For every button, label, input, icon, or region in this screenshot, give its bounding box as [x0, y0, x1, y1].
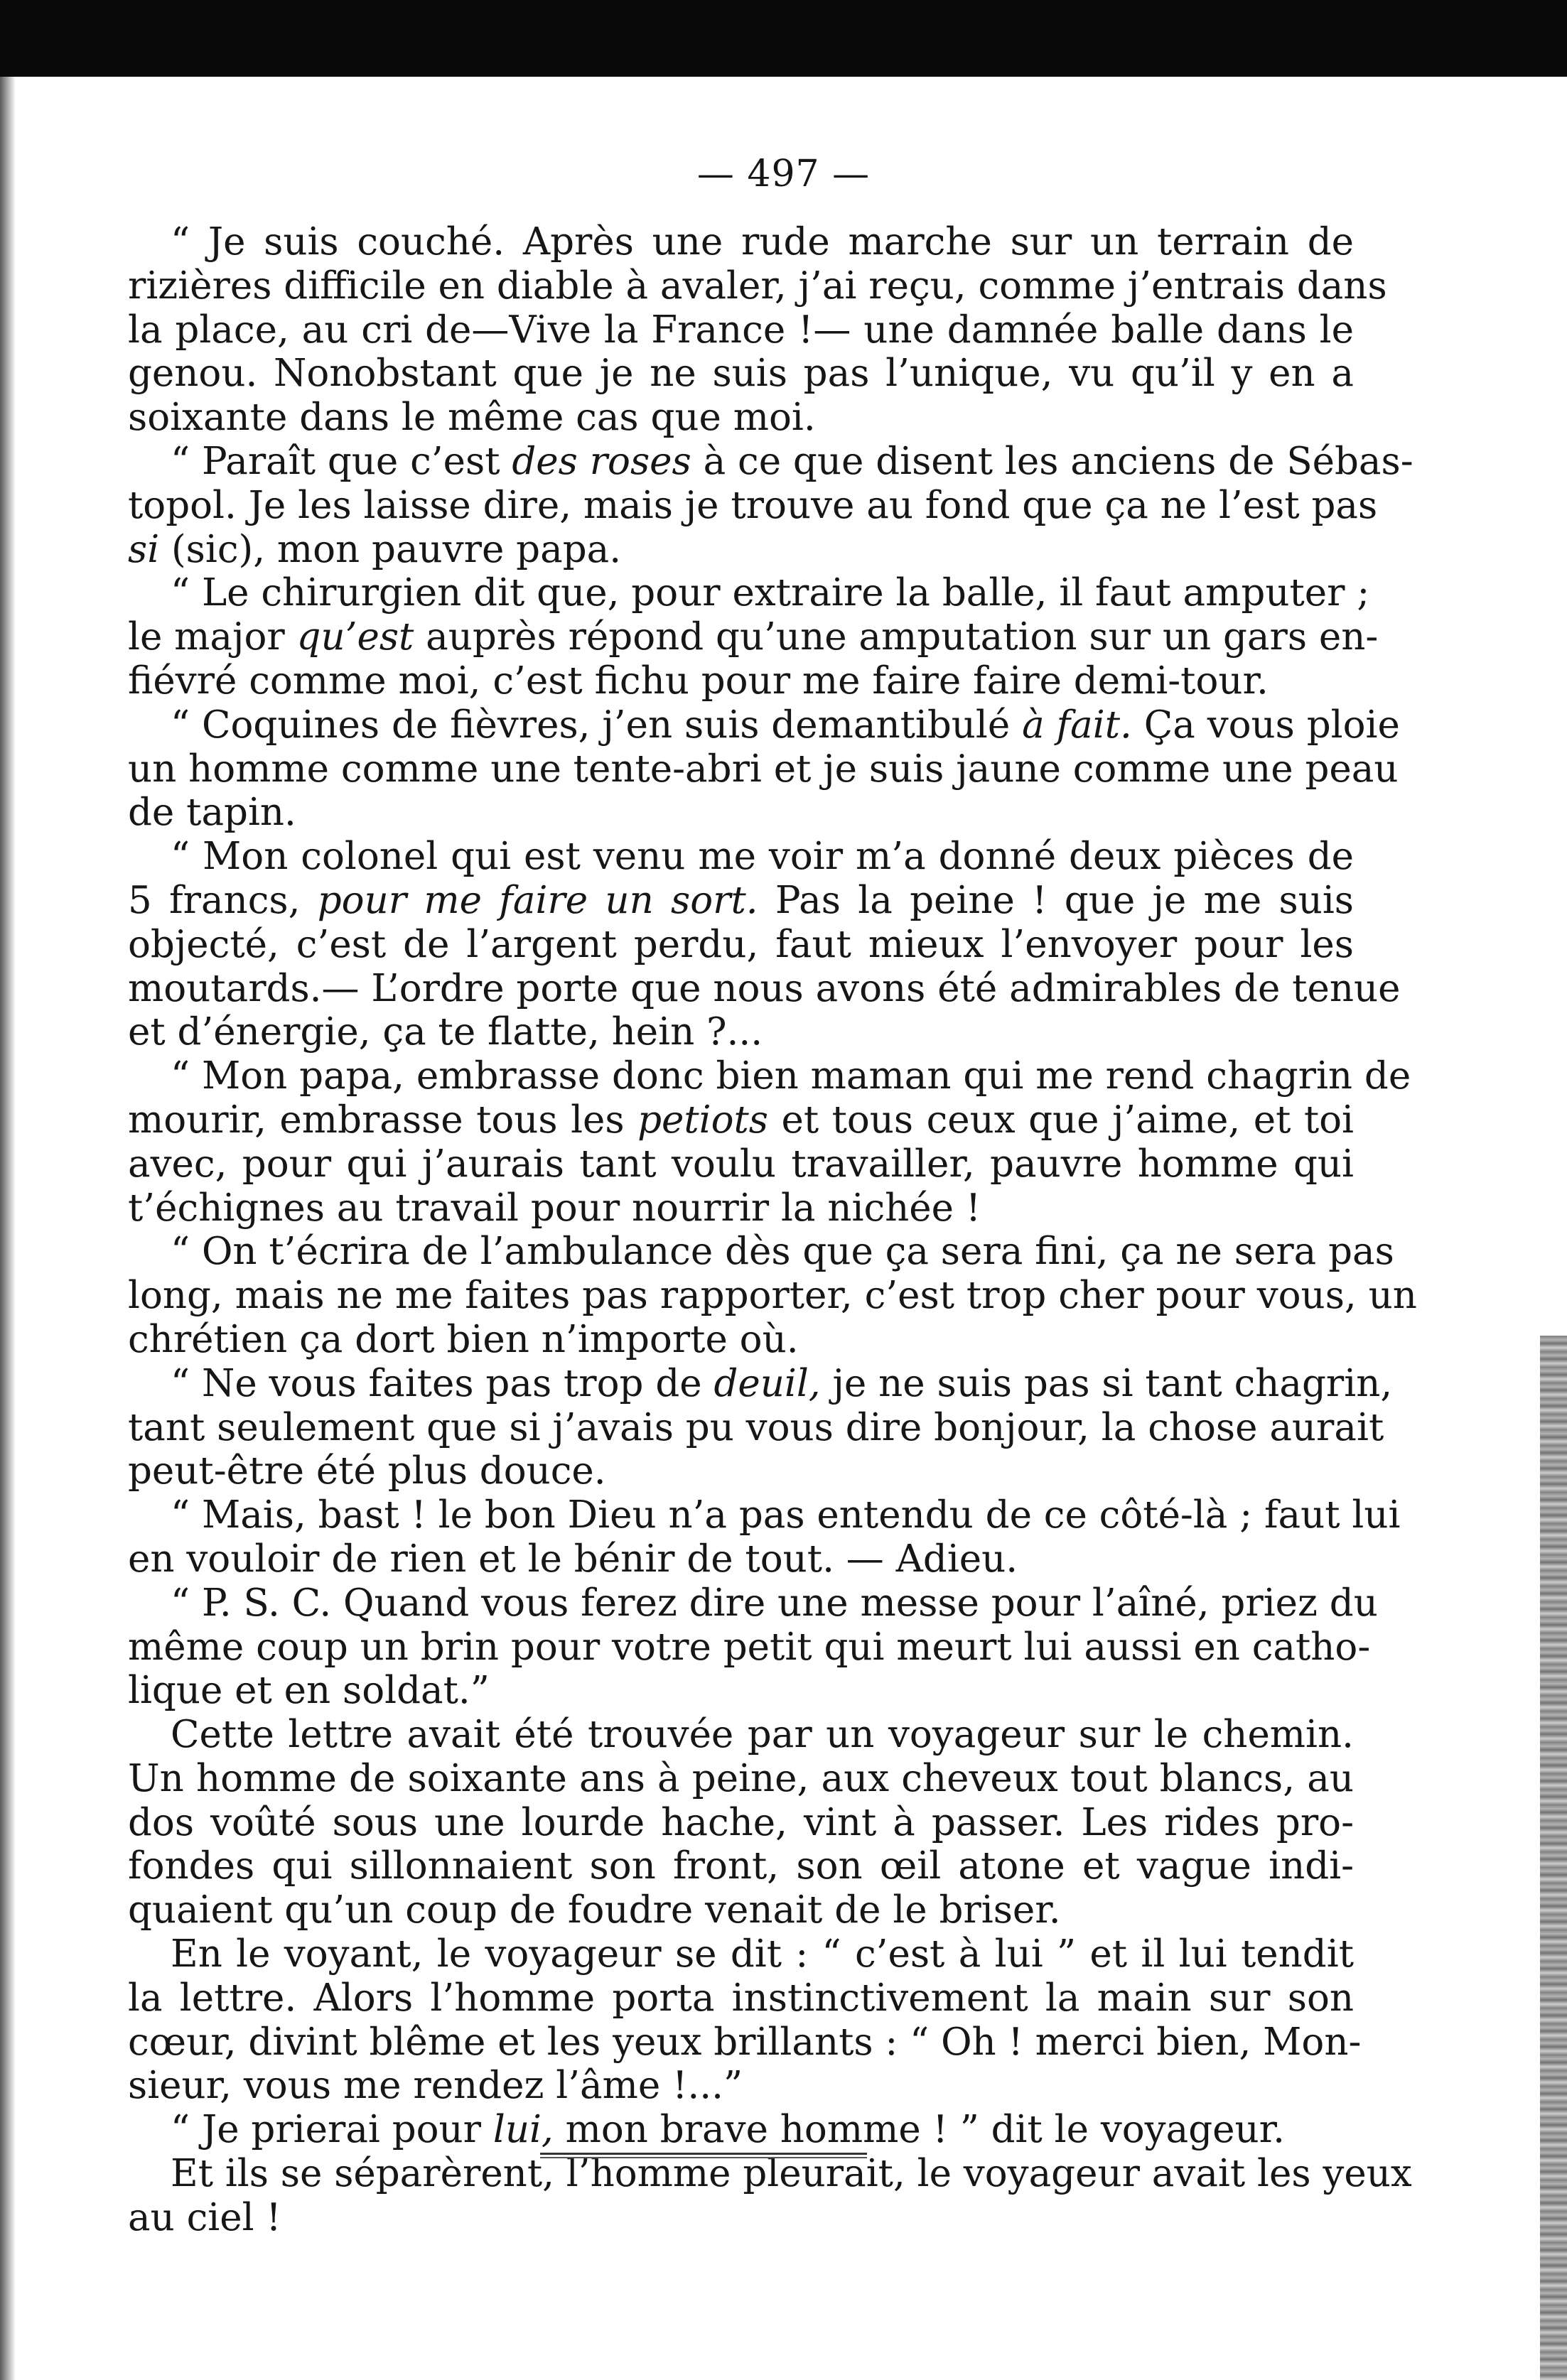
text-line: [128, 1493, 1401, 1537]
text-line: [128, 1888, 1354, 1932]
text-line: [128, 1186, 1354, 1230]
text-line: [128, 1581, 1378, 1626]
text-segment: Ça vous ploie: [1131, 703, 1400, 747]
text-line: [128, 879, 1354, 923]
text-segment: sieur, vous me rendez l’âme !...”: [128, 2064, 743, 2108]
text-line: [128, 1142, 1354, 1186]
text-line: [128, 1669, 1354, 1713]
text-segment: “ Coquines de fièvres, j’en suis demantibulé: [171, 703, 1023, 747]
paragraph: [128, 1713, 1354, 1932]
italic-text: des roses: [512, 439, 691, 483]
text-segment: En le voyant, le voyageur se dit : “ c’est à lui ” et il lui tendit: [171, 1932, 1354, 1976]
paragraph: [128, 571, 1379, 703]
italic-text: lui,: [492, 2108, 554, 2152]
text-segment: je ne suis pas si tant chagrin,: [820, 1361, 1393, 1405]
text-line: [128, 615, 1379, 659]
text-line: [128, 571, 1370, 615]
scan-right-edge: [1540, 1336, 1567, 2380]
text-segment: dos voûté sous une lourde hache, vint à passer. Les rides pro-: [128, 1800, 1354, 1844]
text-segment: t’échignes au travail pour nourrir la nichée !: [128, 1186, 981, 1230]
paragraph: [128, 1361, 1393, 1493]
text-line: [128, 1757, 1354, 1801]
text-line: [128, 2108, 1354, 2152]
text-line: [128, 659, 1354, 703]
text-line: [128, 1449, 1354, 1493]
paragraph: [128, 439, 1413, 571]
text-line: [128, 1713, 1354, 1757]
text-segment: quaient qu’un coup de foudre venait de le briser.: [128, 1888, 1061, 1932]
text-segment: le major: [128, 615, 297, 659]
text-segment: mon brave homme ! ” dit le voyageur.: [553, 2108, 1285, 2152]
text-segment: chrétien ça dort bien n’importe où.: [128, 1317, 799, 1361]
text-line: [128, 966, 1401, 1011]
italic-text: petiots: [637, 1098, 769, 1142]
text-line: [128, 2064, 1354, 2108]
text-line: [128, 2196, 1354, 2240]
end-rule: [540, 2153, 867, 2158]
text-segment: mourir, embrasse tous les: [128, 1098, 638, 1142]
text-line: [128, 1098, 1354, 1142]
text-segment: 5 francs,: [128, 878, 318, 922]
text-segment: “ Le chirurgien dit que, pour extraire la balle, il faut amputer ;: [171, 571, 1370, 615]
text-segment: rizières difficile en diable à avaler, j’ai reçu, comme j’entrais dans: [128, 264, 1387, 308]
italic-text: qu’est: [296, 615, 414, 659]
text-segment: fondes qui sillonnaient son front, son œil atone et vague indi-: [128, 1844, 1354, 1888]
text-line: [128, 835, 1354, 879]
text-line: [128, 308, 1354, 352]
text-line: [128, 1010, 1354, 1054]
text-segment: objecté, c’est de l’argent perdu, faut mieux l’envoyer pour les: [128, 922, 1354, 966]
paragraph: [128, 1054, 1411, 1230]
text-segment: au ciel !: [128, 2195, 281, 2239]
paragraph: [128, 2108, 1354, 2152]
text-segment: à ce que disent les anciens de Sébas-: [691, 439, 1413, 483]
body-text: [128, 220, 1417, 2240]
text-line: [128, 2152, 1412, 2196]
paragraph: [128, 703, 1400, 835]
text-segment: “ Mon colonel qui est venu me voir m’a donné deux pièces de: [171, 835, 1354, 879]
text-segment: “ Mon papa, embrasse donc bien maman qui me rend chagrin de: [171, 1054, 1411, 1098]
text-segment: “ Paraît que c’est: [171, 439, 512, 483]
text-segment: avec, pour qui j’aurais tant voulu travailler, pauvre homme qui: [128, 1142, 1354, 1186]
text-segment: Et ils se séparèrent, l’homme pleurait, le voyageur avait les yeux: [171, 2152, 1412, 2196]
text-segment: fiévré comme moi, c’est fichu pour me faire faire demi-tour.: [128, 659, 1269, 703]
italic-text: à fait.: [1022, 703, 1132, 747]
paragraph: [128, 2152, 1412, 2240]
text-segment: moutards.— L’ordre porte que nous avons été admirables de tenue: [128, 966, 1401, 1010]
text-line: [128, 2020, 1362, 2065]
text-segment: “ Mais, bast ! le bon Dieu n’a pas entendu de ce côté-là ; faut lui: [171, 1493, 1401, 1537]
text-segment: et d’énergie, ça te flatte, hein ?...: [128, 1010, 763, 1054]
text-line: [128, 1230, 1394, 1274]
paragraph: [128, 1581, 1378, 1713]
text-segment: Pas la peine ! que je me suis: [758, 878, 1354, 922]
text-segment: la lettre. Alors l’homme porta instinctivement la main sur son: [128, 1976, 1354, 2020]
text-segment: peut-être été plus douce.: [128, 1449, 606, 1493]
page-number: — 497 —: [696, 153, 871, 195]
text-segment: “ On t’écrira de l’ambulance dès que ça sera fini, ça ne sera pas: [171, 1230, 1394, 1274]
text-line: [128, 1361, 1393, 1406]
text-segment: Un homme de soixante ans à peine, aux cheveux tout blancs, au: [128, 1756, 1354, 1800]
text-line: [128, 483, 1378, 528]
italic-text: si: [128, 527, 160, 571]
text-segment: “ Je prierai pour: [171, 2108, 493, 2152]
text-line: [128, 1274, 1417, 1318]
text-line: [128, 1932, 1354, 1976]
text-segment: “ Ne vous faites pas trop de: [171, 1361, 714, 1405]
text-line: [128, 1318, 1354, 1362]
text-segment: et tous ceux que j’aime, et toi: [768, 1098, 1354, 1142]
text-line: [128, 396, 1354, 440]
text-segment: la place, au cri de—Vive la France !— une damnée balle dans le: [128, 308, 1354, 352]
text-segment: lique et en soldat.”: [128, 1669, 490, 1713]
text-segment: (sic), mon pauvre papa.: [159, 527, 622, 571]
italic-text: deuil,: [714, 1361, 821, 1405]
text-segment: Cette lettre avait été trouvée par un voyageur sur le chemin.: [171, 1713, 1354, 1757]
paragraph: [128, 835, 1401, 1054]
text-segment: tant seulement que si j’avais pu vous dire bonjour, la chose aurait: [128, 1405, 1384, 1449]
text-line: [128, 1625, 1371, 1670]
text-line: [128, 703, 1400, 747]
paragraph: [128, 220, 1387, 440]
text-segment: topol. Je les laisse dire, mais je trouve au fond que ça ne l’est pas: [128, 483, 1378, 527]
scan-top-border: [0, 0, 1567, 77]
text-segment: en vouloir de rien et le bénir de tout. — Adieu.: [128, 1537, 1018, 1581]
text-line: [128, 352, 1354, 396]
italic-text: pour me faire un sort.: [317, 878, 758, 922]
text-line: [128, 528, 1354, 572]
text-segment: soixante dans le même cas que moi.: [128, 396, 816, 440]
paragraph: [128, 1932, 1362, 2108]
text-line: [128, 439, 1413, 484]
text-segment: genou. Nonobstant que je ne suis pas l’unique, vu qu’il y en a: [128, 352, 1354, 396]
paragraph: [128, 1230, 1417, 1361]
text-line: [128, 923, 1354, 967]
text-line: [128, 1537, 1354, 1581]
text-line: [128, 747, 1399, 791]
text-line: [128, 1801, 1354, 1845]
text-segment: un homme comme une tente-abri et je suis jaune comme une peau: [128, 747, 1399, 791]
paragraph: [128, 1493, 1401, 1581]
text-line: [128, 1844, 1354, 1888]
text-segment: auprès répond qu’une amputation sur un gars en-: [414, 615, 1379, 659]
text-segment: de tapin.: [128, 791, 296, 835]
text-line: [128, 791, 1354, 835]
text-segment: long, mais ne me faites pas rapporter, c’est trop cher pour vous, un: [128, 1274, 1417, 1318]
text-line: [128, 1405, 1384, 1450]
text-line: [128, 1976, 1354, 2021]
text-line: [128, 1054, 1411, 1098]
text-segment: “ Je suis couché. Après une rude marche sur un terrain de: [171, 220, 1354, 264]
text-line: [128, 264, 1387, 308]
text-segment: même coup un brin pour votre petit qui meurt lui aussi en catho-: [128, 1625, 1371, 1669]
text-segment: “ P. S. C. Quand vous ferez dire une messe pour l’aîné, priez du: [171, 1581, 1378, 1625]
text-line: [128, 220, 1354, 264]
scan-left-edge: [0, 77, 16, 2380]
text-segment: cœur, divint blême et les yeux brillants : “ Oh ! merci bien, Mon-: [128, 2020, 1362, 2064]
